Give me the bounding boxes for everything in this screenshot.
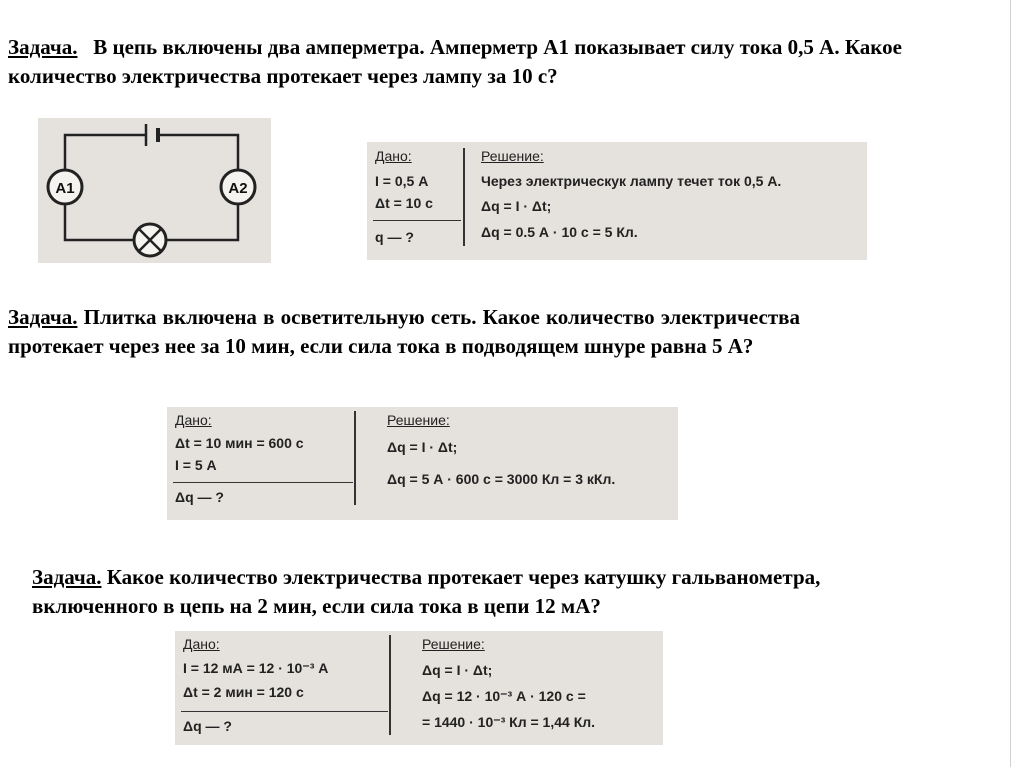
solution-line: = 1440 · 10⁻³ Кл = 1,44 Кл. bbox=[422, 714, 596, 730]
given-line: Δt = 10 мин = 600 с bbox=[175, 435, 304, 451]
task-2-text: Плитка включена в осветительную сеть. Какое количество электричества протекает через нее за 10 мин, если сила тока в подводящем шнуре равна 5 А? bbox=[8, 305, 800, 358]
given-line: I = 12 мА = 12 · 10⁻³ А bbox=[183, 660, 329, 676]
solution-line: Δq = 0.5 А · 10 с = 5 Кл. bbox=[481, 224, 638, 240]
solution-title: Решение: bbox=[387, 412, 450, 428]
column-divider bbox=[463, 148, 465, 246]
given-line: I = 5 А bbox=[175, 457, 217, 473]
given-divider bbox=[373, 220, 461, 221]
circuit-diagram bbox=[38, 118, 271, 263]
given-title: Дано: bbox=[183, 636, 220, 652]
task-1 bbox=[8, 33, 1008, 91]
given-line: Δt = 2 мин = 120 с bbox=[183, 684, 304, 700]
ammeter-a2 bbox=[221, 170, 255, 204]
solution-card-3 bbox=[175, 631, 663, 745]
column-divider bbox=[389, 635, 391, 735]
task-1-text: В цепь включены два амперметра. Амперметр А1 показывает силу тока 0,5 А. Какое количество электричества протекает через лампу за 10 с? bbox=[8, 35, 902, 88]
page-edge-line bbox=[1010, 0, 1011, 767]
solution-line: Δq = I · Δt; bbox=[387, 439, 458, 455]
find-line: Δq — ? bbox=[175, 489, 224, 505]
ammeter-a2-label: A2 bbox=[228, 180, 248, 197]
solution-title: Решение: bbox=[422, 636, 485, 652]
lamp-icon bbox=[134, 224, 166, 256]
solution-line: Δq = 5 А · 600 с = 3000 Кл = 3 кКл. bbox=[387, 471, 616, 487]
given-divider bbox=[181, 711, 388, 712]
task-2 bbox=[8, 303, 800, 361]
solution-line: Δq = I · Δt; bbox=[422, 662, 493, 678]
given-title: Дано: bbox=[375, 148, 412, 164]
given-line: Δt = 10 с bbox=[375, 195, 433, 211]
ammeter-a1 bbox=[48, 170, 82, 204]
task-1-label: Задача. bbox=[8, 35, 78, 59]
column-divider bbox=[354, 411, 356, 505]
find-line: Δq — ? bbox=[183, 718, 232, 734]
task-3-text: Какое количество электричества протекает через катушку гальванометра, включенного в цепь на 2 мин, если сила тока в цепи 12 мА? bbox=[32, 565, 821, 618]
given-line: I = 0,5 А bbox=[375, 173, 429, 189]
find-line: q — ? bbox=[375, 229, 414, 245]
solution-card-2 bbox=[167, 407, 678, 520]
ammeter-a1-label: A1 bbox=[55, 180, 75, 197]
solution-line: Δq = I · Δt; bbox=[481, 198, 552, 214]
given-title: Дано: bbox=[175, 412, 212, 428]
task-3 bbox=[32, 563, 872, 621]
task-2-label: Задача. bbox=[8, 305, 78, 329]
solution-line: Δq = 12 · 10⁻³ А · 120 с = bbox=[422, 688, 586, 704]
given-divider bbox=[173, 482, 353, 483]
task-3-label: Задача. bbox=[32, 565, 102, 589]
solution-line: Через электрическук лампу течет ток 0,5 А. bbox=[481, 173, 782, 189]
solution-card-1 bbox=[367, 142, 867, 260]
circuit-svg bbox=[38, 118, 271, 263]
solution-title: Решение: bbox=[481, 148, 544, 164]
